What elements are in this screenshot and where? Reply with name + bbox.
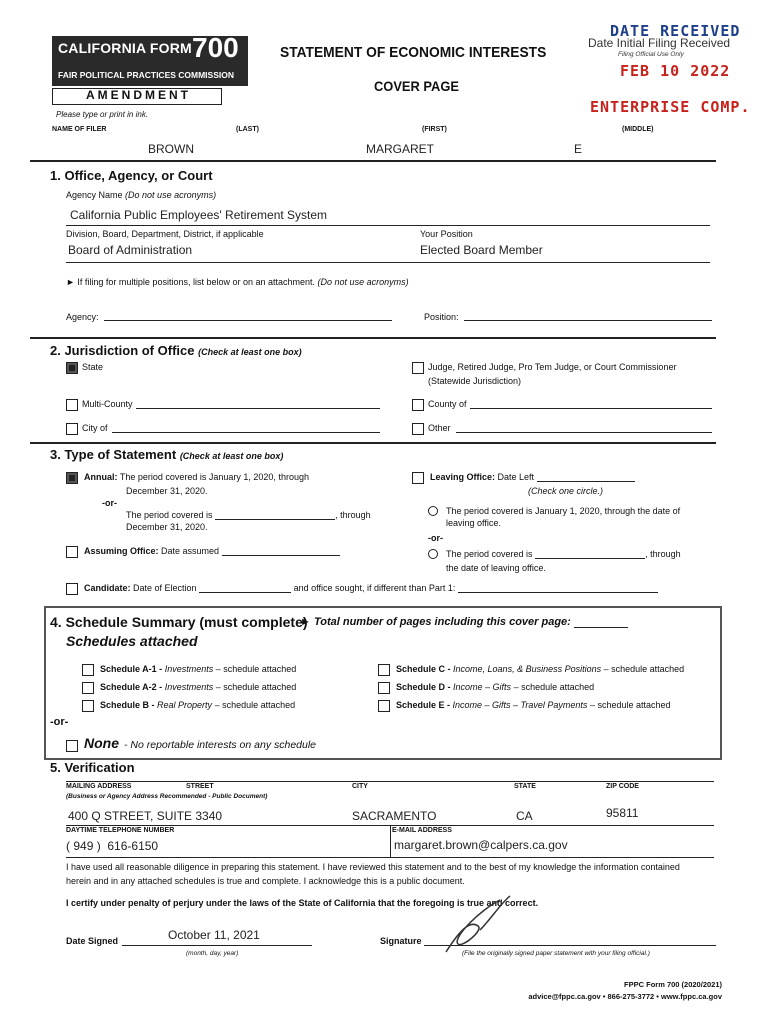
- last-label: (LAST): [236, 126, 259, 133]
- diligence-statement-2: herein and in any attached schedules is true and complete. I acknowledge this is a public document.: [66, 876, 465, 886]
- leaving-option-a-label: The period covered is January 1, 2020, through the date of: [446, 506, 681, 516]
- section-3-title: 3. Type of Statement (Check at least one box): [50, 447, 284, 462]
- certify-statement: I certify under penalty of perjury under the laws of the State of California that the foregoing is true and correct.: [66, 898, 539, 908]
- divider: [122, 945, 312, 946]
- or-label: -or-: [102, 498, 117, 508]
- schedule-a2-checkbox[interactable]: [82, 682, 94, 694]
- contact-info: advice@fppc.ca.gov • 866-275-3772 • www.fppc.ca.gov: [528, 992, 722, 1001]
- signature-note: (File the originally signed paper statement with your filing official.): [462, 950, 650, 957]
- divider: [30, 160, 716, 162]
- multi-county-checkbox[interactable]: [66, 399, 78, 411]
- form-id: FPPC Form 700 (2020/2021): [624, 980, 722, 989]
- leaving-option-a-label-2: leaving office.: [446, 518, 501, 528]
- official-use-label: Filing Official Use Only: [618, 51, 684, 58]
- or-label: -or-: [50, 716, 69, 728]
- first-label: (FIRST): [422, 126, 447, 133]
- check-one-note: (Check one circle.): [528, 486, 604, 496]
- zip-label: ZIP CODE: [606, 783, 639, 790]
- agency-name-label: Agency Name (Do not use acronyms): [66, 190, 217, 200]
- leaving-option-a-radio[interactable]: [428, 506, 438, 516]
- schedule-c-label: Schedule C - Income, Loans, & Business Positions – schedule attached: [396, 664, 685, 674]
- multiple-positions-note: ► If filing for multiple positions, list below or on an attachment. (Do not use acronyms): [66, 277, 409, 287]
- business-address-note: (Business or Agency Address Recommended - Public Document): [66, 793, 268, 800]
- schedule-d-label: Schedule D - Income – Gifts – schedule attached: [396, 682, 595, 692]
- schedule-c-checkbox[interactable]: [378, 664, 390, 676]
- date-signed-field[interactable]: October 11, 2021: [168, 928, 260, 942]
- annual-period-end: December 31, 2020.: [126, 486, 208, 496]
- street-field[interactable]: 400 Q STREET, SUITE 3340: [68, 809, 223, 823]
- email-label: E-MAIL ADDRESS: [392, 827, 452, 834]
- agency-label: FAIR POLITICAL PRACTICES COMMISSION: [58, 70, 234, 80]
- form-label: CALIFORNIA FORM: [58, 40, 192, 56]
- schedules-attached-label: Schedules attached: [66, 633, 198, 649]
- divider: [30, 442, 716, 444]
- page-title: STATEMENT OF ECONOMIC INTERESTS: [280, 44, 547, 61]
- none-label: None: [84, 735, 119, 751]
- city-checkbox[interactable]: [66, 423, 78, 435]
- schedule-a1-label: Schedule A-1 - Investments – schedule attached: [100, 664, 297, 674]
- divider: [66, 225, 710, 226]
- signature-label: Signature: [380, 936, 422, 946]
- schedule-a2-label: Schedule A-2 - Investments – schedule attached: [100, 682, 297, 692]
- none-checkbox[interactable]: [66, 740, 78, 752]
- total-pages-label: ► Total number of pages including this cover page:: [300, 616, 628, 628]
- zip-field[interactable]: 95811: [606, 806, 639, 820]
- received-date-stamp: FEB 10 2022: [620, 62, 731, 80]
- state-field-label: STATE: [514, 783, 536, 790]
- cover-page-label: COVER PAGE: [374, 78, 459, 94]
- multi-county-field[interactable]: [136, 408, 380, 409]
- statewide-label: (Statewide Jurisdiction): [428, 376, 522, 386]
- period-end-label: December 31, 2020.: [126, 522, 208, 532]
- division-label: Division, Board, Department, District, if applicable: [66, 229, 264, 239]
- amendment-label: AMENDMENT: [86, 88, 191, 102]
- agency-name-field[interactable]: California Public Employees' Retirement System: [70, 208, 328, 222]
- annual-label: Annual: The period covered is January 1, 2020, through: [84, 472, 309, 482]
- state-field[interactable]: CA: [516, 809, 533, 823]
- position-field[interactable]: Elected Board Member: [420, 243, 543, 257]
- section-1-title: 1. Office, Agency, or Court: [50, 168, 213, 183]
- other-checkbox[interactable]: [412, 423, 424, 435]
- diligence-statement: I have used all reasonable diligence in preparing this statement. I have reviewed this statement and to the best of my knowledge the information contained: [66, 862, 680, 872]
- section-4-title: 4. Schedule Summary (must complete): [50, 614, 308, 630]
- judge-checkbox[interactable]: [412, 362, 424, 374]
- schedule-e-label: Schedule E - Income – Gifts – Travel Payments – schedule attached: [396, 700, 671, 710]
- city-field-label: CITY: [352, 783, 368, 790]
- enterprise-stamp: ENTERPRISE COMP.: [590, 98, 751, 116]
- county-checkbox[interactable]: [412, 399, 424, 411]
- division-field[interactable]: Board of Administration: [68, 243, 193, 257]
- period-covered-label: The period covered is , through: [126, 510, 371, 520]
- middle-name-field[interactable]: E: [574, 142, 583, 156]
- divider: [66, 781, 714, 782]
- leaving-office-label: Leaving Office: Date Left: [430, 472, 635, 482]
- judge-label: Judge, Retired Judge, Pro Tem Judge, or Court Commissioner: [428, 362, 677, 372]
- street-label: STREET: [186, 783, 214, 790]
- last-name-field[interactable]: BROWN: [148, 142, 194, 156]
- date-received-stamp: DATE RECEIVED: [610, 22, 741, 40]
- initial-filing-label: Date Initial Filing Received: [588, 36, 731, 50]
- date-format-note: (month, day, year): [186, 950, 239, 957]
- city-field[interactable]: SACRAMENTO: [352, 809, 437, 823]
- candidate-checkbox[interactable]: [66, 583, 78, 595]
- divider: [390, 825, 391, 857]
- leaving-option-b-label: The period covered is , through: [446, 549, 681, 559]
- please-type-note: Please type or print in ink.: [56, 110, 149, 119]
- state-label: State: [82, 362, 104, 372]
- divider: [66, 857, 714, 858]
- county-field[interactable]: [470, 408, 712, 409]
- first-name-field[interactable]: MARGARET: [366, 142, 435, 156]
- leaving-office-checkbox[interactable]: [412, 472, 424, 484]
- divider: [66, 262, 710, 263]
- leaving-option-b-radio[interactable]: [428, 549, 438, 559]
- schedule-e-checkbox[interactable]: [378, 700, 390, 712]
- annual-checkbox[interactable]: [66, 472, 78, 484]
- schedule-b-label: Schedule B - Real Property – schedule attached: [100, 700, 296, 710]
- none-description: - No reportable interests on any schedule: [124, 739, 317, 751]
- county-label: County of: [428, 399, 467, 409]
- phone-field[interactable]: ( 949 ) 616-6150: [66, 839, 159, 853]
- middle-label: (MIDDLE): [622, 126, 654, 133]
- email-field[interactable]: margaret.brown@calpers.ca.gov: [394, 838, 568, 852]
- other-field[interactable]: [456, 432, 712, 433]
- candidate-label: Candidate: Date of Election and office sought, if different than Part 1:: [84, 583, 658, 593]
- schedule-d-checkbox[interactable]: [378, 682, 390, 694]
- section-5-title: 5. Verification: [50, 760, 135, 775]
- city-field[interactable]: [112, 432, 380, 433]
- mailing-address-label: MAILING ADDRESS: [66, 783, 132, 790]
- city-label: City of: [82, 423, 108, 433]
- agency-2-label: Agency:: [66, 312, 99, 322]
- assuming-office-label: Assuming Office: Date assumed: [84, 546, 340, 556]
- date-signed-label: Date Signed: [66, 936, 119, 946]
- section-2-title: 2. Jurisdiction of Office (Check at least one box): [50, 343, 302, 358]
- phone-label: DAYTIME TELEPHONE NUMBER: [66, 827, 175, 834]
- assuming-office-checkbox[interactable]: [66, 546, 78, 558]
- position-2-label: Position:: [424, 312, 459, 322]
- schedule-a1-checkbox[interactable]: [82, 664, 94, 676]
- schedule-b-checkbox[interactable]: [82, 700, 94, 712]
- or-label: -or-: [428, 533, 443, 543]
- multi-county-label: Multi-County: [82, 399, 133, 409]
- position-2-field[interactable]: [464, 320, 712, 321]
- leaving-option-b-label-2: the date of leaving office.: [446, 563, 546, 573]
- form-number: 700: [192, 32, 239, 63]
- name-of-filer-label: NAME OF FILER: [52, 126, 107, 133]
- agency-2-field[interactable]: [104, 320, 392, 321]
- divider: [30, 337, 716, 339]
- other-label: Other: [428, 423, 451, 433]
- state-checkbox[interactable]: [66, 362, 78, 374]
- position-label: Your Position: [420, 229, 473, 239]
